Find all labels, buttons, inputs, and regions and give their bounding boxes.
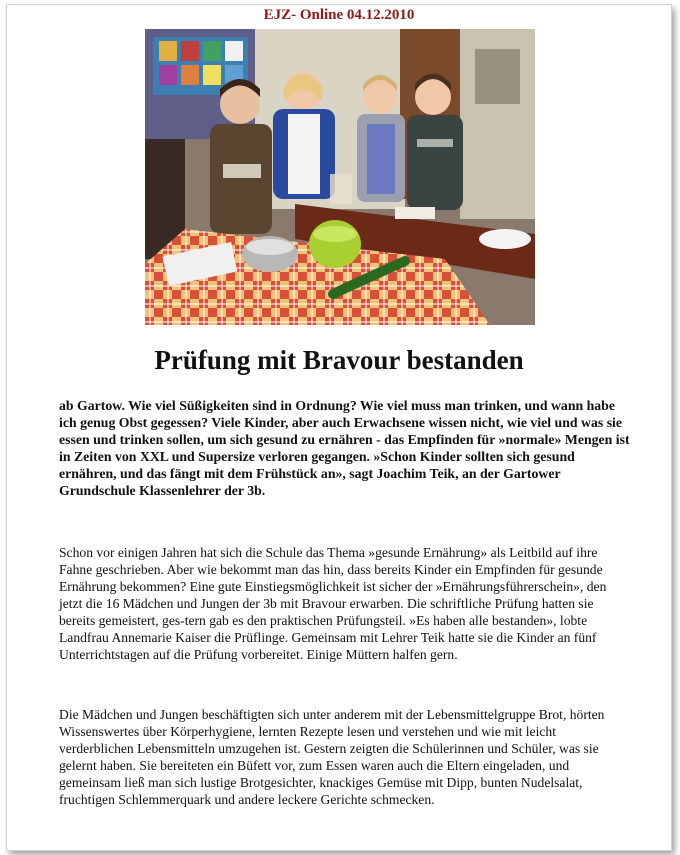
photo-children-cooking-icon — [145, 29, 535, 325]
article-lead: ab Gartow. Wie viel Süßigkeiten sind in Ordnung? Wie viel muss man trinken, und wann habe ich genug Obst gegessen? Viele Kinder, aber auch Erwachsene wissen nicht, wie viel und was sie essen und trinken sollen, um sich gesund zu ernähren - das Empfinden für »normale» Mengen ist in Zeiten von XXL und Supersize verloren gegangen. »Schon Kinder sollten sich gesund ernähren, und das fängt mit dem Frühstück an», sagt Joachim Teik, an der Gartower Grundschule Klassenlehrer der 3b. — [59, 398, 630, 498]
newspaper-clipping — [6, 4, 672, 851]
article-title: Prüfung mit Bravour bestanden — [154, 345, 524, 375]
article-photo — [145, 29, 535, 325]
article-paragraph-2: Die Mädchen und Jungen beschäftigten sich unter anderem mit der Lebensmittelgruppe Brot, hörten Wissenswertes über Körperhygiene, lernten Rezepte lesen und verstehen und wie mit leicht verderblichen Lebensmitteln umzugehen ist. Gestern zeigten die Schülerinnen und Schüler, was sie gelernt haben. Sie bereiteten ein Büfett vor, zum Essen waren auch die Eltern eingeladen, und gemeinsam ließ man sich lustige Brotgesichter, knackiges Gemüse mit Dipp, bunten Nudelsalat, fruchtigen Schlemmerquark und andere leckere Gerichte schmecken. — [59, 707, 605, 807]
article-paragraph-1: Schon vor einigen Jahren hat sich die Schule das Thema »gesunde Ernährung» als Leitbild auf ihre Fahne geschrieben. Aber wie bekommt man das hin, dass bereits Kinder ein Empfinden für gesunde Ernährung bekommen? Eine gute Einstiegsmöglichkeit ist sicher der »Ernährungsführerschein», den jetzt die 16 Mädchen und Jungen der 3b mit Bravour erwarben. Die schriftliche Prüfung hatten sie bereits gemeistert, ges-tern gab es den praktischen Prüfungsteil. »Es haben alle bestanden», lobte Landfrau Annemarie Kaiser die Prüflinge. Gemeinsam mit Lehrer Teik hatte sie die Kinder an fünf Unterrichtstagen auf die Prüfung vorbereitet. Einige Müttern halfen gern. — [59, 545, 607, 662]
source-header: EJZ- Online 04.12.2010 — [263, 7, 415, 23]
